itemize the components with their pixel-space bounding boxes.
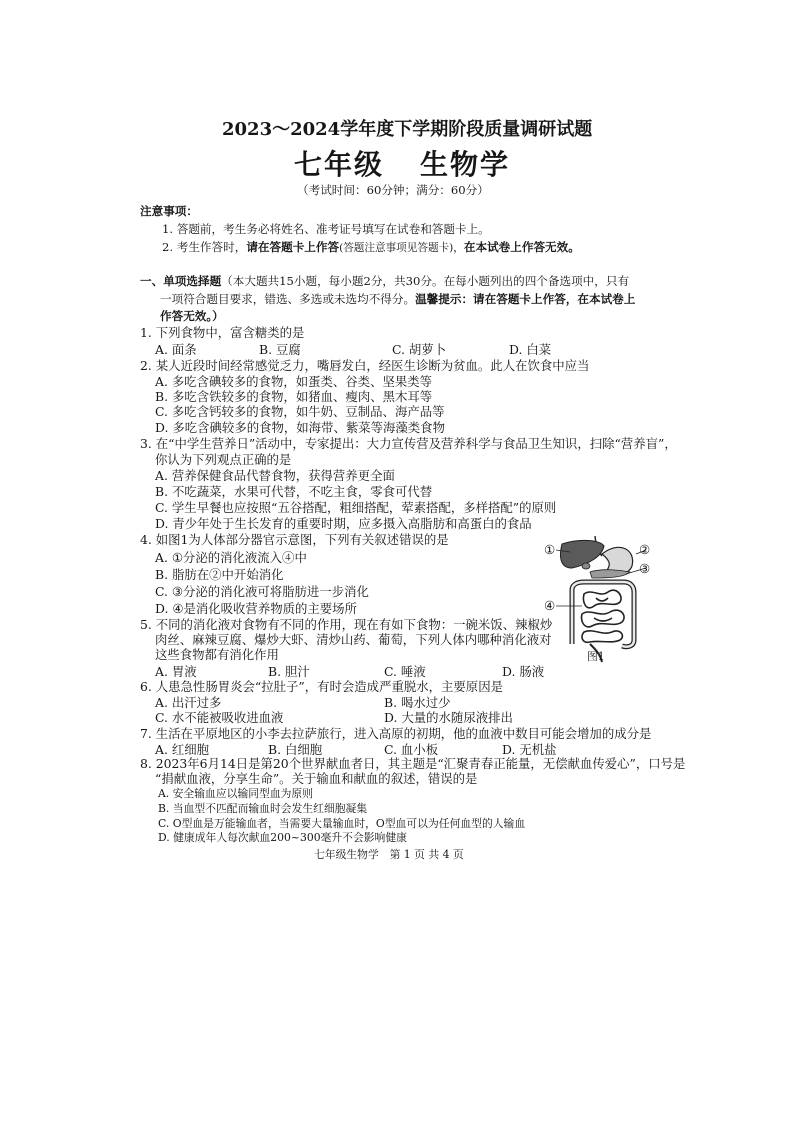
question-2-stem: 2. 某人近段时间经常感觉乏力，嘴唇发白，经医生诊断为贫血。此人在饮食中应当 [140,358,590,373]
figure-label-1: ① [544,542,556,557]
notes-heading: 注意事项： [140,204,198,218]
section-intro-line-2 [160,292,635,307]
q1-option-c: C. 胡萝卜 [392,342,447,357]
question-8-stem-1: 8. 2023年6月14日是第20个世界献血者日，其主题是“汇聚青春正能量，无偿献血传爱心”，口号是 [140,756,686,771]
q3-option-a: A. 营养保健食品代替食物，获得营养更全面 [155,468,395,483]
gallbladder-shape [582,563,590,569]
question-8-stem-2: “捐献血液，分享生命”。关于输血和献血的叙述，错误的是 [155,771,478,786]
q8-option-b: B. 当血型不匹配而输血时会发生红细胞凝集 [158,802,368,815]
q4-option-c: C. ③分泌的消化液可将脂肪进一步消化 [155,584,369,599]
note-item-2 [162,240,580,256]
exam-info: （考试时间：60分钟；满分：60分） [297,183,489,197]
q2-option-d: D. 多吃含碘较多的食物，如海带、紫菜等海藻类食物 [155,420,445,435]
q1-option-d: D. 白菜 [509,342,552,357]
subject-title: 生物学 [420,148,511,181]
question-1-stem: 1. 下列食物中，富含糖类的是 [140,325,305,340]
q7-option-d: D. 无机盐 [502,742,557,757]
q4-option-b: B. 脂肪在②中开始消化 [155,567,284,582]
section-intro-line-1 [140,274,629,289]
question-4-stem: 4. 如图1为人体部分器官示意图，下列有关叙述错误的是 [140,532,449,547]
question-3-stem-2: 你认为下列观点正确的是 [155,452,292,467]
section-intro-2: 一项符合题目要求，错选、多选或未选均不得分。 [160,292,416,306]
q6-option-b: B. 喝水过少 [384,695,451,710]
pancreas-shape [590,570,630,578]
question-5-stem-1: 5. 不同的消化液对食物有不同的作用，现在有如下食物：一碗米饭、辣椒炒 [140,617,553,632]
question-3-stem-1: 3. 在“中学生营养日”活动中，专家提出：大力宣传营及营养科学与食品卫生知识，扫除“营养盲”， [140,436,677,451]
figure-label-3: ③ [639,561,651,576]
q3-option-d: D. 青少年处于生长发育的重要时期，应多摄入高脂肪和高蛋白的食品 [155,516,532,531]
note-item-1: 1. 答题前，考生务必将姓名、准考证号填写在试卷和答题卡上。 [162,222,490,236]
note-item-2-paren: (答题注意事项见答题卡)， [339,242,464,254]
q6-option-a: A. 出汗过多 [155,695,222,710]
section-heading: 一、单项选择题 [140,274,222,288]
grade-title: 七年级 [294,148,385,181]
q6-option-c: C. 水不能被吸收进血液 [155,710,284,725]
q6-option-d: D. 大量的水随尿液排出 [384,710,513,725]
note-item-2-warning: 在本试卷上作答无效。 [463,240,580,254]
q2-option-b: B. 多吃含铁较多的食物，如猪血、瘦肉、黑木耳等 [155,389,433,404]
q4-option-a: A. ①分泌的消化液流入④中 [155,550,307,565]
q2-option-a: A. 多吃含碘较多的食物，如蛋类、谷类、坚果类等 [155,374,433,389]
q5-option-a: A. 胃液 [155,664,197,679]
question-7-stem: 7. 生活在平原地区的小李去拉萨旅行，进入高原的初期，他的血液中数目可能会增加的成分是 [140,726,652,741]
question-6-stem: 6. 人患急性肠胃炎会“拉肚子”，有时会造成严重脱水，主要原因是 [140,679,503,694]
note-item-2-emphasis: 请在答题卡上作答 [246,240,340,254]
exam-title: 2023～2024学年度下学期阶段质量调研试题 [222,119,593,140]
question-5-stem-2: 肉丝、麻辣豆腐、爆炒大虾、清炒山药、葡萄，下列人体内哪种消化液对 [155,632,552,647]
q1-option-a: A. 面条 [155,342,197,357]
figure-caption: 图1 [587,650,605,663]
q7-option-b: B. 白细胞 [268,742,323,757]
q3-option-b: B. 不吃蔬菜，水果可代替，不吃主食，零食可代替 [155,484,433,499]
small-intestine-shape [581,590,624,642]
q7-option-c: C. 血小板 [384,742,439,757]
section-warm-tip: 温馨提示：请在答题卡上作答，在本试卷上 [415,292,636,306]
q4-option-d: D. ④是消化吸收营养物质的主要场所 [155,601,357,616]
note-item-2-prefix: 2. 考生作答时， [162,240,247,254]
question-5-stem-3: 这些食物都有消化作用 [155,647,279,662]
q8-option-d: D. 健康成年人每次献血200~300毫升不会影响健康 [158,831,407,844]
q5-option-c: C. 唾液 [384,664,426,679]
section-intro-line-3: 作答无效。） [160,309,224,323]
q3-option-c: C. 学生早餐也应按照“五谷搭配，粗细搭配，荤素搭配，多样搭配”的原则 [155,500,557,515]
section-intro-1: （本大题共15小题，每小题2分，共30分。在每小题列出的四个备选项中，只有 [221,274,630,288]
q2-option-c: C. 多吃含钙较多的食物，如牛奶、豆制品、海产品等 [155,404,445,419]
q8-option-a: A. 安全输血应以输同型血为原则 [158,787,314,800]
figure-label-4: ④ [544,598,556,613]
q1-option-b: B. 豆腐 [259,342,301,357]
figure-label-2: ② [639,542,651,557]
q7-option-a: A. 红细胞 [155,742,209,757]
liver-shape [560,540,604,568]
page-footer: 七年级生物学 第 1 页 共 4 页 [314,848,464,861]
q8-option-c: C. O型血是万能输血者，当需要大量输血时，O型血可以为任何血型的人输血 [158,817,526,830]
q5-option-d: D. 肠液 [502,664,545,679]
q5-option-b: B. 胆汁 [268,664,310,679]
